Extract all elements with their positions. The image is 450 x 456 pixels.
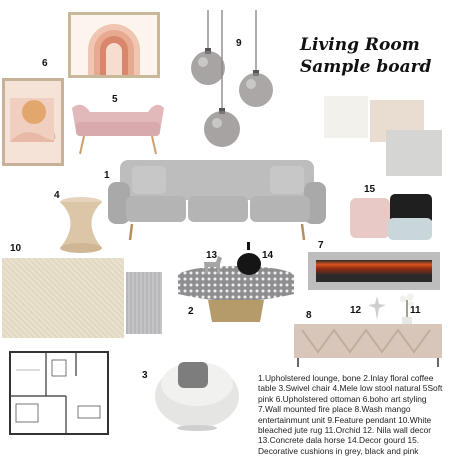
- fireplace-flames: [316, 260, 432, 282]
- item-number-6: 6: [42, 58, 48, 69]
- swatch-white: [324, 96, 368, 138]
- swatch-grey: [386, 130, 442, 176]
- item-number-8: 8: [306, 310, 312, 321]
- item-number-7: 7: [318, 240, 324, 251]
- title-line-1: Living Room: [300, 35, 420, 55]
- item-number-1: 1: [104, 170, 110, 181]
- item-number-10: 10: [10, 243, 22, 254]
- mango-entertainment-unit: [292, 322, 444, 368]
- grey-rug-swatch: [126, 272, 162, 334]
- item-number-9: 9: [236, 38, 242, 49]
- item-number-15: 15: [364, 184, 376, 195]
- item-number-11: 11: [410, 305, 421, 316]
- decorative-cushions: [348, 192, 442, 244]
- decor-gourd: [236, 242, 262, 276]
- boho-art-print: [2, 78, 64, 166]
- nila-wall-decor: [368, 296, 386, 320]
- item-number-2: 2: [188, 306, 194, 317]
- feature-pendant-lights: [186, 10, 278, 160]
- title-line-2: Sample board: [300, 57, 432, 77]
- item-number-5: 5: [112, 94, 118, 105]
- jute-rug: [2, 258, 124, 338]
- arch-art-print: [68, 12, 160, 78]
- item-number-14: 14: [262, 250, 274, 261]
- item-number-13: 13: [206, 250, 218, 261]
- item-number-12: 12: [350, 305, 362, 316]
- low-stool: [58, 196, 104, 254]
- item-number-4: 4: [54, 190, 60, 201]
- item-legend: 1.Upholstered lounge, bone 2.Inlay floral coffee table 3.Swivel chair 4.Mele low stool natural 5Soft pink 6.Upholstered ottoman 6.boho art styling 7.Wall mounted fire place 8.Wash mango entertainmunt unit 9.Feature pendant 10.White bleached jute rug 11.Orchid 12. Nila wall decor 13.Concrete dala horse 14.Decor gourd 15. Decorative cushions in grey, black and pink: [258, 373, 443, 456]
- board-title: [300, 34, 431, 78]
- item-number-3: 3: [142, 370, 148, 381]
- floor-plan: [6, 346, 114, 440]
- swivel-chair: [152, 340, 242, 432]
- wall-fireplace: [308, 252, 440, 290]
- pink-ottoman: [68, 98, 168, 156]
- upholstered-lounge: [102, 152, 332, 244]
